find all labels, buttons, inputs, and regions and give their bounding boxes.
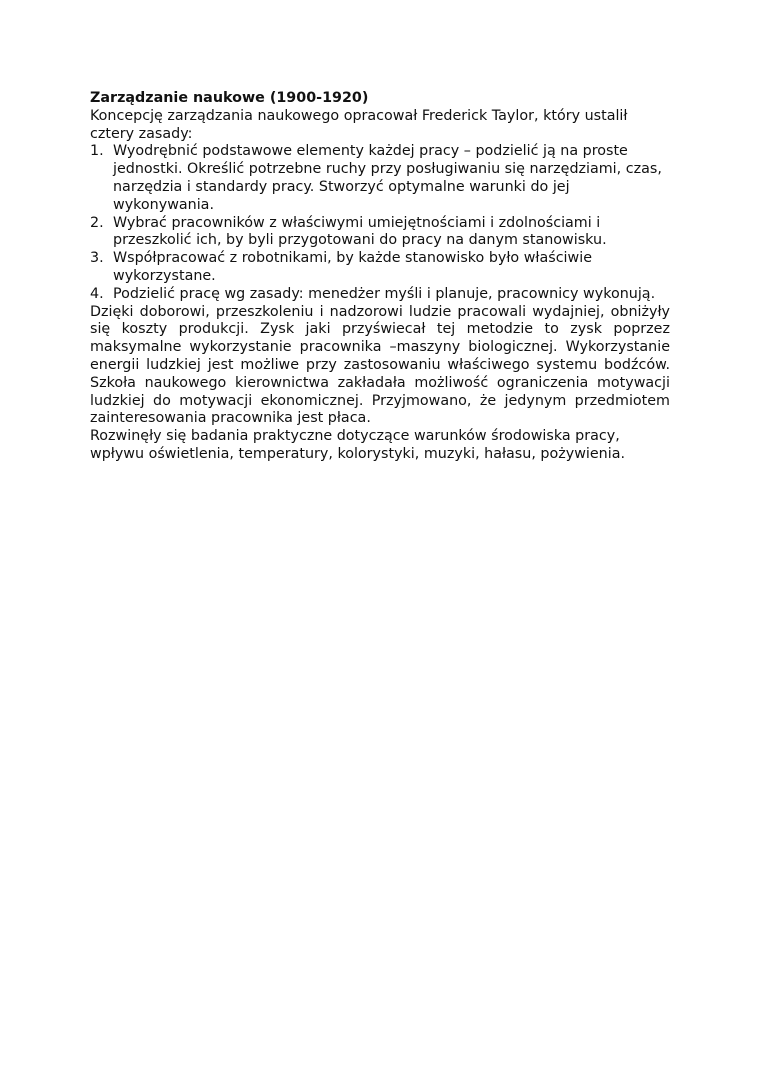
- list-item-number: 4.: [90, 285, 104, 302]
- list-item-number: 3.: [90, 250, 104, 267]
- list-item-text: Wybrać pracowników z właściwymi umiejętnościami i zdolnościami i przeszkolić ich, by byli przygotowani do pracy na danym stanowisku.: [113, 214, 607, 249]
- list-item-number: 2.: [90, 214, 104, 231]
- list-item-text: Podzielić pracę wg zasady: menedżer myśli i planuje, pracownicy wykonują.: [113, 285, 656, 302]
- list-item: [90, 286, 670, 304]
- list-item-text: Wyodrębnić podstawowe elementy każdej pracy – podzielić ją na proste jednostki. Określić potrzebne ruchy przy posługiwaniu się narzędziami, czas, narzędzia i standardy pracy. Stworzyć optymalne warunki do jej wykonywania.: [113, 143, 662, 213]
- list-item: [90, 143, 670, 214]
- document-title: Zarządzanie naukowe (1900-1920): [90, 90, 369, 106]
- body-paragraph-closing: Rozwinęły się badania praktyczne dotyczące warunków środowiska pracy, wpływu oświetlenia, temperatury, kolorystyki, muzyki, hałasu, pożywienia.: [90, 428, 625, 462]
- list-item: [90, 250, 670, 286]
- document-content: [90, 90, 670, 464]
- list-item-text: Współpracować z robotnikami, by każde stanowisko było właściwie wykorzystane.: [113, 250, 592, 284]
- principles-list: [90, 143, 670, 303]
- body-paragraph: Dzięki doborowi, przeszkoleniu i nadzorowi ludzie pracowali wydajniej, obniżyły się koszty produkcji. Zysk jaki przyświecał tej metodzie to zysk poprzez maksymalne wykorzystanie pracownika –maszyny biologicznej. Wykorzystanie energii ludzkiej jest możliwe przy zastosowaniu właściwego systemu bodźców. Szkoła naukowego kierownictwa zakładała możliwość ograniczenia motywacji ludzkiej do motywacji ekonomicznej. Przyjmowano, że jedynym przedmiotem zainteresowania pracownika jest płaca.: [90, 303, 670, 427]
- intro-paragraph: Koncepcję zarządzania naukowego opracował Frederick Taylor, który ustalił cztery zasady:: [90, 107, 628, 142]
- list-item-number: 1.: [90, 143, 104, 160]
- list-item: [90, 215, 670, 251]
